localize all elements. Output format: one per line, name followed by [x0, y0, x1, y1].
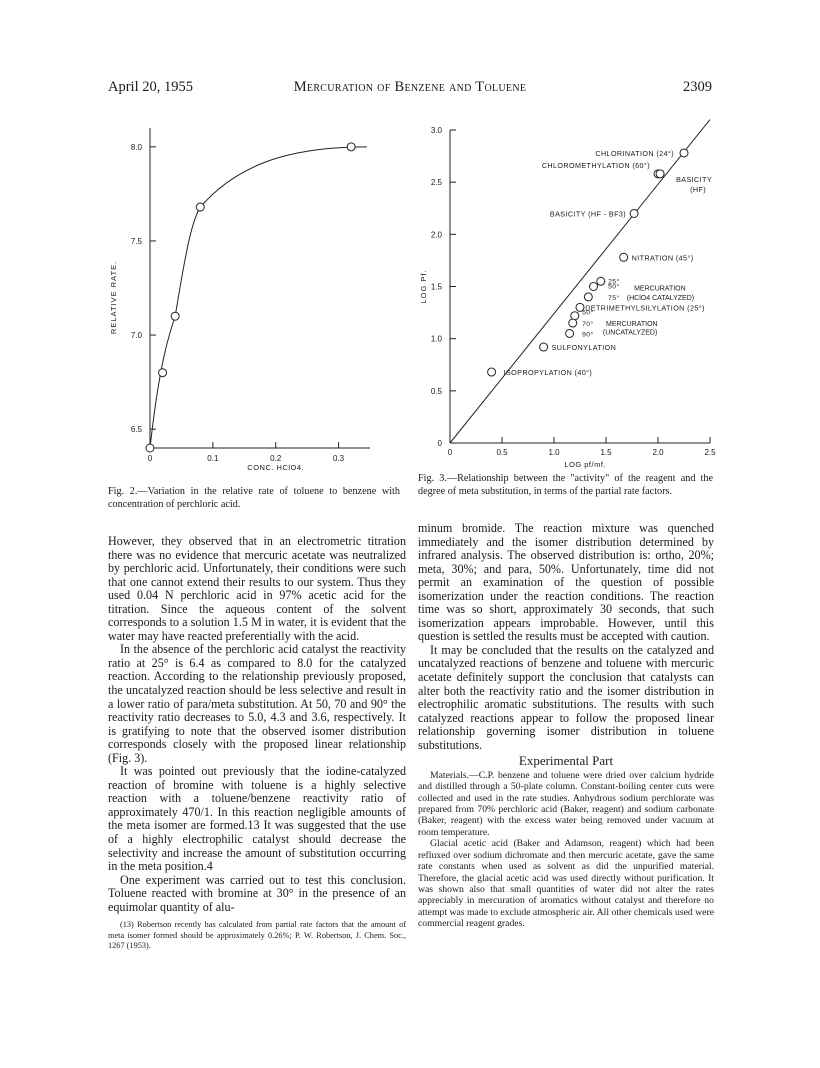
- paragraph: In the absence of the perchloric acid catalyst the reactivity ratio at 25° is 6.4 as compared to 8.0 for the catalyzed reaction. According to the relationship previously proposed, the uncatalyzed reaction should be less selective and result in a lower ratio of para/meta substitution. At 50, 70 and 90° the reactivity ratio decreases to 5.0, 4.3 and 3.6, respectively. It is gratifying to note that the observed isomer distribution corresponds closely with the proposed linear relationship (Fig. 3).: [108, 642, 406, 765]
- y-tick-label: 0.5: [430, 386, 442, 396]
- x-tick-label: 0.3: [333, 454, 345, 463]
- experimental-text: [418, 770, 714, 930]
- point-label: BASICITY (HF - BF3): [549, 209, 627, 219]
- paragraph: However, they observed that in an electrometric titration there was no evidence that mercuric acetate was neutralized by perchloric acid. Unfortunately, their conditions were such that one cannot extend their results to our system. Thus they used 0.04 N perchloric acid in 97% acetic acid for the titration. Since the aqueous content of the solvent corresponds to a solution 1.5 M in water, it is evident that the water may have reacted preferentially with the acid.: [108, 534, 406, 643]
- data-point: [590, 283, 598, 291]
- x-axis-label: CONC. HClO4.: [247, 463, 305, 472]
- point-label: CHLORINATION (24°): [595, 148, 674, 158]
- temperature-label: 70°: [582, 321, 594, 329]
- data-point: [569, 319, 577, 327]
- group-label: (HClO4 CATALYZED): [626, 294, 695, 302]
- data-point: [566, 329, 574, 337]
- data-point: [597, 277, 605, 285]
- data-point: [584, 293, 592, 301]
- y-tick-label: 7.0: [130, 331, 142, 341]
- x-tick-label: 1.5: [600, 448, 612, 457]
- group-label: MERCURATION: [606, 321, 658, 329]
- point-label: CHLOROMETHYLATION (60°): [541, 160, 650, 170]
- left-column: [108, 535, 406, 951]
- data-point: [680, 149, 688, 157]
- data-point: [347, 143, 355, 151]
- figure-3-caption: Fig. 3.—Relationship between the "activity" of the reagent and the degree of meta substitution, in terms of the partial rate factors.: [418, 473, 713, 497]
- data-point: [656, 170, 664, 178]
- temperature-label: 50°: [608, 283, 620, 291]
- data-point: [620, 253, 628, 261]
- paragraph: Glacial acetic acid (Baker and Adamson, reagent) which had been refluxed over sodium dichromate and then mercuric acetate, gave the same rate constants when used as solvent as did the unpurified material. Therefore, the glacial acetic acid was used directly without purification. It was shown also that small quantities of water did not alter the rates appreciably in mercuration of aromatics without catalyst and therefore no attempt was made to exclude atmospheric air. All other chemicals used were commercial reagent grades.: [418, 838, 714, 930]
- y-tick-label: 0: [437, 439, 442, 448]
- point-label: SULFONYLATION: [551, 343, 617, 353]
- figure-2-caption: Fig. 2.—Variation in the relative rate of toluene to benzene with concentration of perchloric acid.: [108, 486, 400, 510]
- group-label: MERCURATION: [634, 285, 686, 293]
- section-heading: Experimental Part: [518, 753, 614, 769]
- fit-curve: [150, 147, 367, 448]
- x-tick-label: 2.0: [652, 448, 664, 457]
- x-tick-label: 0.5: [496, 448, 508, 457]
- x-tick-label: 0.2: [270, 454, 282, 463]
- paragraph: It may be concluded that the results on the catalyzed and uncatalyzed reactions of benzene and toluene with mercuric acetate definitely support the conclusion that catalysts can alter both the reactivity ratio and the isomer distribution in electrophilic aromatic substitutions. The results with such catalyzed reactions appear to follow the proposed linear relationship governing isomer distribution in toluene substitutions.: [418, 642, 714, 752]
- y-tick-label: 2.5: [430, 178, 442, 188]
- data-point: [171, 312, 179, 320]
- y-tick-label: 3.0: [430, 126, 442, 135]
- page-number: 2309: [683, 79, 712, 95]
- figure-2-chart: [100, 118, 400, 480]
- data-point: [159, 369, 167, 377]
- data-point: [630, 209, 638, 217]
- right-column: [418, 522, 714, 930]
- data-point: [540, 343, 548, 351]
- running-header-title: Mercuration of Benzene and Toluene: [293, 79, 527, 95]
- data-point: [488, 368, 496, 376]
- paragraph: minum bromide. The reaction mixture was quenched immediately and the isomer distribution determined by infrared analysis. The observed distribution is: ortho, 20%; meta, 30%; and para, 50%. Unfortunately, time did not permit an examination of the question of possible isomerization under the reaction conditions. The reaction time was so short, approximately 30 seconds, that such isomerization appears improbable. However, until this question is settled the results must be accepted with caution.: [418, 521, 714, 644]
- y-tick-label: 8.0: [130, 142, 142, 152]
- running-header-date: April 20, 1955: [108, 79, 193, 95]
- temperature-label: 50°: [582, 309, 594, 317]
- y-tick-label: 1.0: [430, 334, 442, 344]
- y-tick-label: 2.0: [430, 230, 442, 240]
- point-label: NITRATION (45°): [631, 253, 694, 263]
- y-tick-label: 6.5: [130, 425, 142, 435]
- y-axis-label: RELATIVE RATE.: [109, 260, 118, 335]
- x-tick-label: 0: [447, 448, 453, 457]
- data-point: [146, 444, 154, 452]
- paragraph: Materials.—C.P. benzene and toluene were dried over calcium hydride and distilled through a 50-plate column. Constant-boiling center cuts were collected and used in the rate studies. Anhydrous sodium perchlorate was prepared from 70% perchloric acid (Baker, reagent) and sodium carbonate (Baker, reagent) with the excess water being removed under vacuum at room temperature.: [418, 769, 714, 838]
- x-tick-label: 0: [147, 454, 153, 463]
- paragraph: It was pointed out previously that the iodine-catalyzed reaction of bromine with toluene is a highly selective reaction with a toluene/benzene reactivity ratio of approximately 470/1. In this reaction negligible amounts of the meta isomer are formed.13 It was suggested that the use of a highly electrophilic catalyst should decrease the selectivity and increase the amount of substitution occurring in the meta position.4: [108, 764, 406, 874]
- y-tick-label: 7.5: [130, 236, 142, 246]
- figure-3-chart: [412, 118, 724, 480]
- point-label: (HF): [690, 184, 707, 194]
- point-label: DETRIMETHYLSILYLATION (25°): [585, 303, 705, 313]
- temperature-label: 75°: [608, 294, 620, 302]
- temperature-label: 25°: [608, 278, 620, 286]
- point-label: ISOPROPYLATION (40°): [503, 368, 593, 378]
- footnote: (13) Robertson recently has calculated from partial rate factors that the amount of meta isomer formed should be approximately 0.26%; P. W. Robertson, J. Chem. Soc., 1267 (1953).: [108, 920, 406, 950]
- x-axis-label: LOG pf/mf.: [564, 460, 607, 469]
- y-tick-label: 1.5: [430, 282, 442, 292]
- paragraph: One experiment was carried out to test this conclusion. Toluene reacted with bromine at 30° in the presence of an equimolar quantity of alu-: [108, 872, 406, 914]
- y-axis-label: LOG Pf.: [419, 269, 428, 304]
- group-label: (UNCATALYZED): [602, 329, 658, 337]
- data-point: [571, 312, 579, 320]
- x-tick-label: 1.0: [548, 448, 560, 457]
- temperature-label: 90°: [582, 331, 594, 339]
- x-tick-label: 2.5: [704, 448, 716, 457]
- point-label: BASICITY: [676, 174, 713, 184]
- data-point: [196, 203, 204, 211]
- x-tick-label: 0.1: [207, 454, 219, 463]
